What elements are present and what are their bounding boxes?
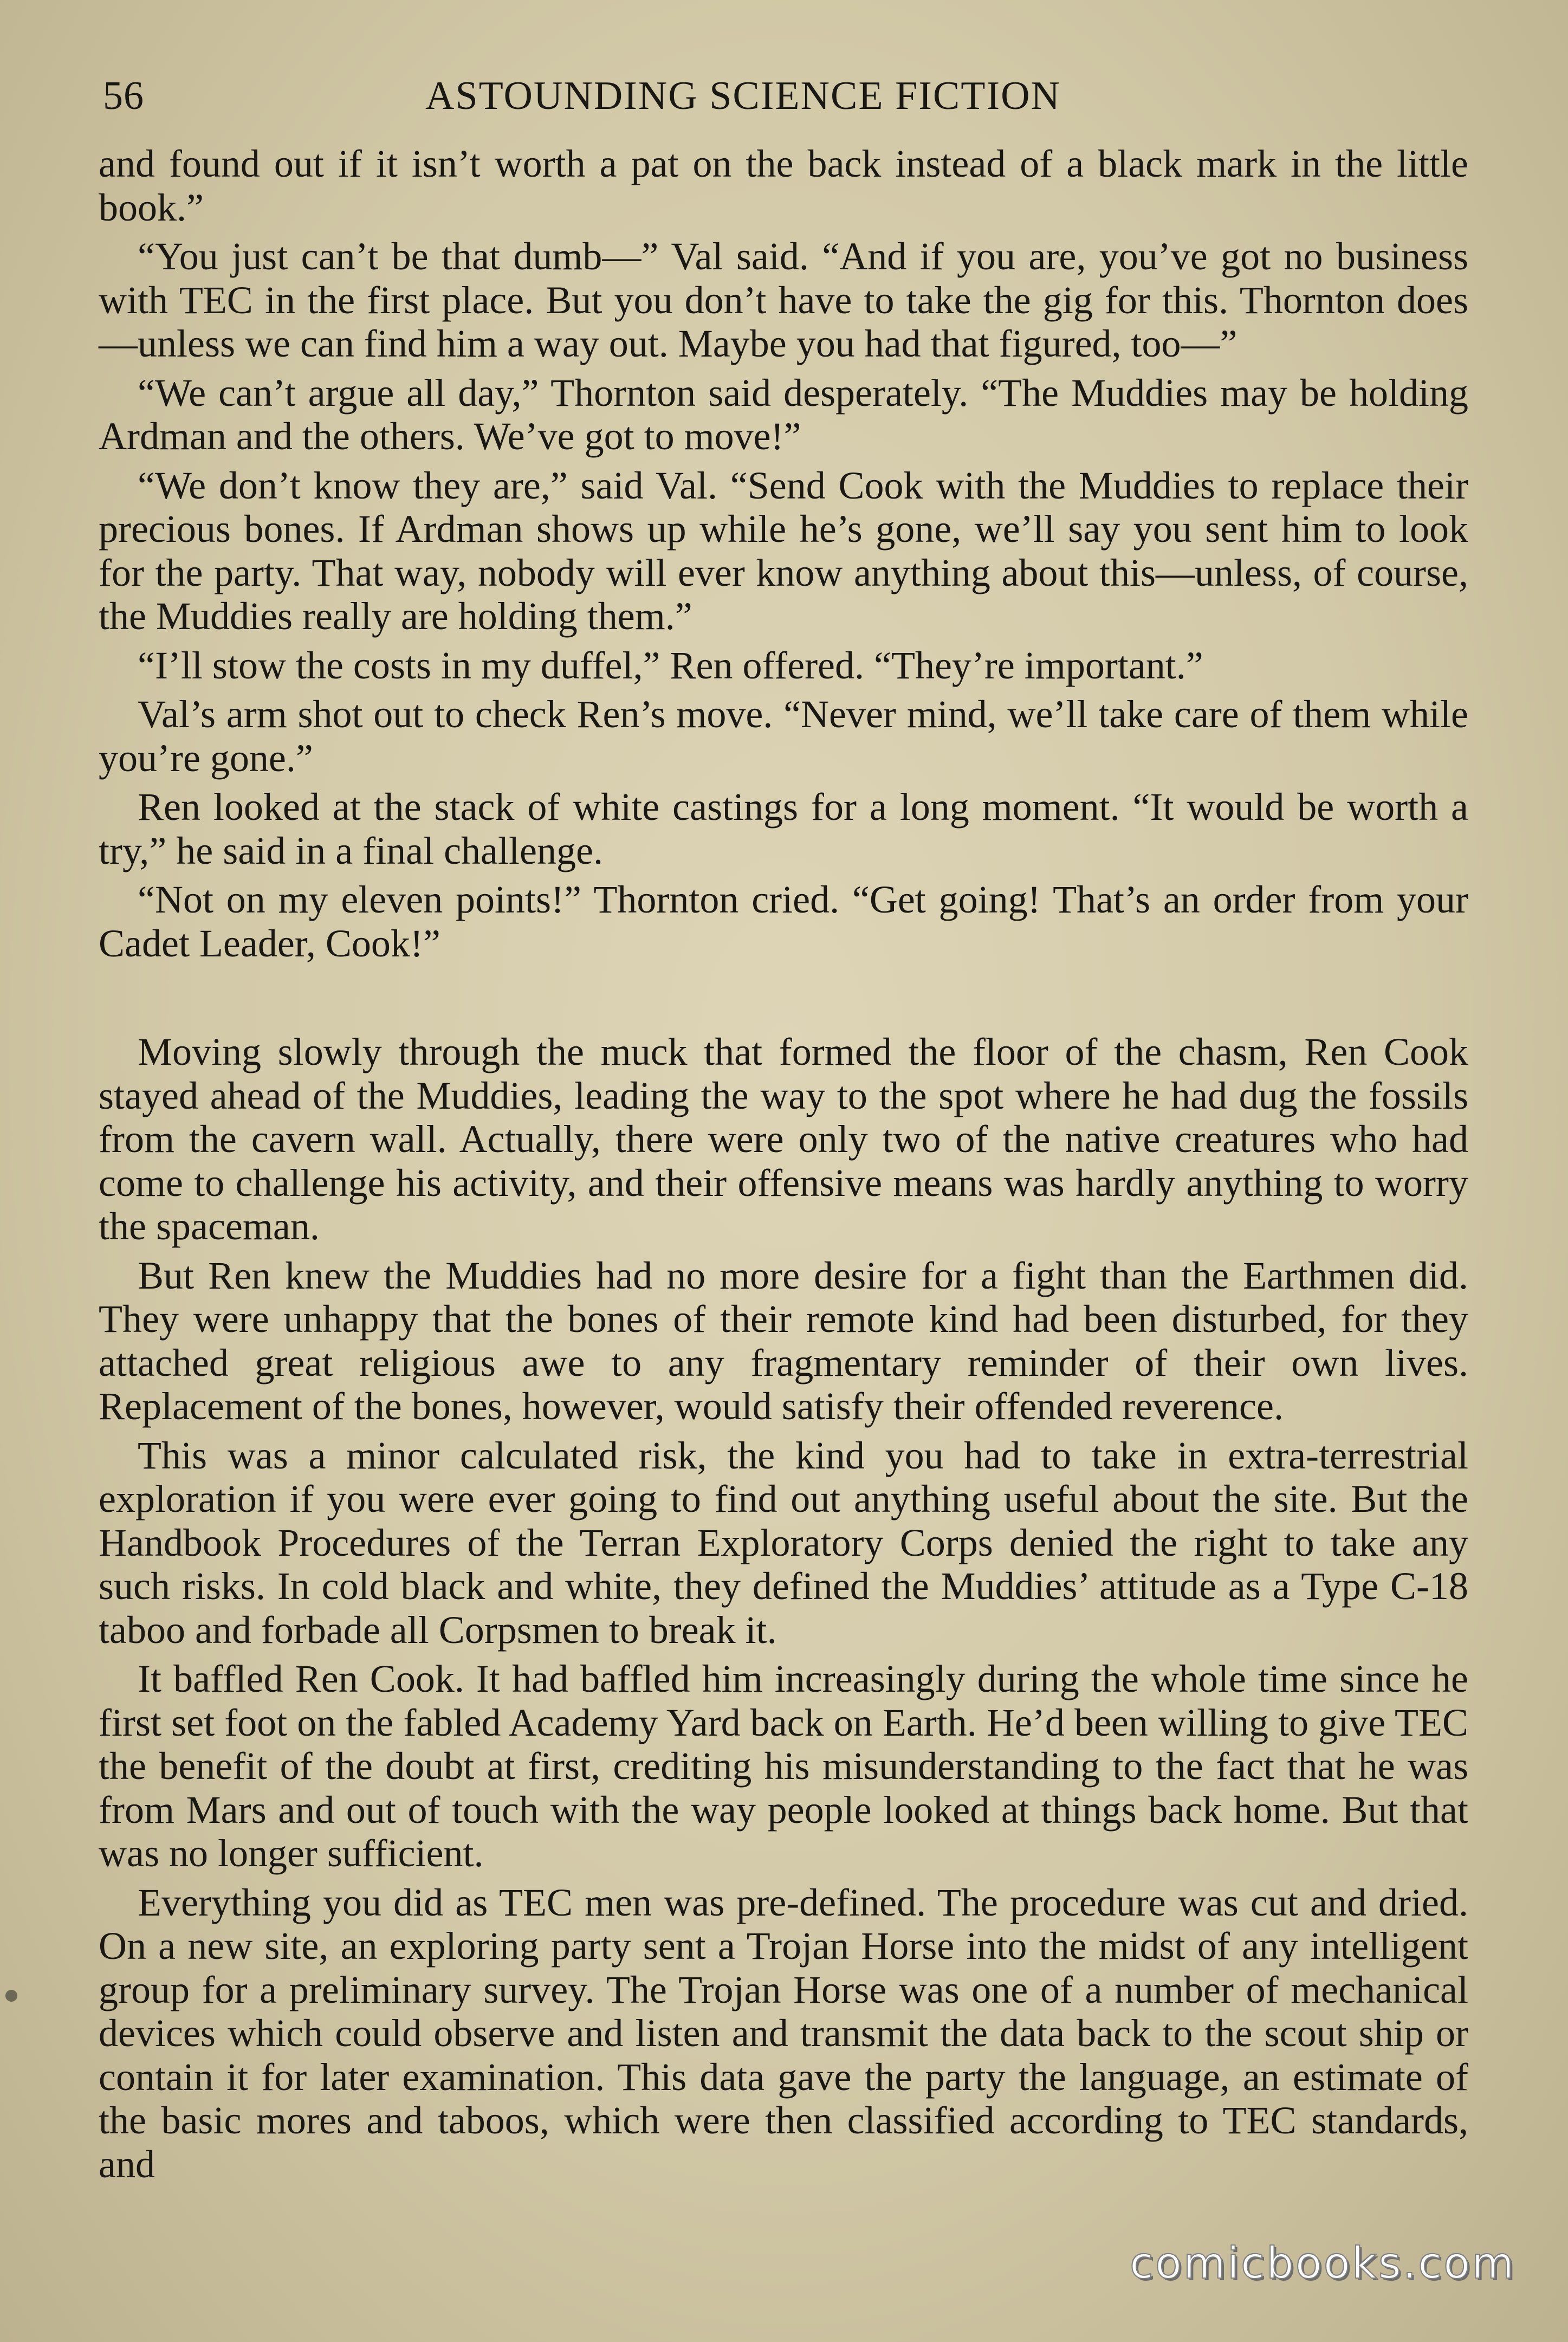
paragraph: “Not on my eleven points!” Thornton cried. “Get going! That’s an order from your Cadet Leader, Cook!”	[99, 878, 1468, 965]
paragraph: “You just can’t be that dumb—” Val said. “And if you are, you’ve got no business with TEC in the first place. But you don’t have to take the gig for this. Thornton does—unless we can find him a way out. Maybe you had that figured, too—”	[99, 235, 1468, 365]
section-break	[99, 971, 1468, 1030]
watermark-logo: comicbooks.com	[1129, 2238, 1515, 2288]
paragraph: “We don’t know they are,” said Val. “Send Cook with the Muddies to replace their precious bones. If Ardman shows up while he’s gone, we’ll say you sent him to look for the party. That way, nobody will ever know anything about this—unless, of course, the Muddies really are holding them.”	[99, 463, 1468, 638]
paragraph: It baffled Ren Cook. It had baffled him increasingly during the whole time since he first set foot on the fabled Academy Yard back on Earth. He’d been willing to give TEC the benefit of the doubt at first, crediting his misunderstanding to the fact that he was from Mars and out of touch with the way people looked at things back home. But that was no longer sufficient.	[99, 1657, 1468, 1875]
page-header	[98, 66, 1479, 126]
paragraph: Val’s arm shot out to check Ren’s move. “Never mind, we’ll take care of them while you’re gone.”	[99, 693, 1468, 780]
paragraph: This was a minor calculated risk, the kind you had to take in extra-terrestrial exploration if you were ever going to find out anything useful about the site. But the Handbook Procedures of the Terran Exploratory Corps denied the right to take any such risks. In cold black and white, they defined the Muddies’ attitude as a Type C-18 taboo and forbade all Corpsmen to break it.	[99, 1433, 1468, 1652]
paragraph: Ren looked at the stack of white castings for a long moment. “It would be worth a try,” he said in a final challenge.	[99, 785, 1468, 872]
body-text	[99, 142, 1468, 2191]
paragraph: “I’ll stow the costs in my duffel,” Ren offered. “They’re important.”	[138, 643, 1203, 687]
paragraph: But Ren knew the Muddies had no more desire for a fight than the Earthmen did. They were unhappy that the bones of their remote kind had been disturbed, for they attached great religious awe to any fragmentary reminder of their own lives. Replacement of the bones, however, would satisfy their offended reverence.	[99, 1253, 1468, 1428]
paper-blemish	[5, 1990, 17, 2002]
paragraph: “We can’t argue all day,” Thornton said desperately. “The Muddies may be holding Ardman and the others. We’ve got to move!”	[99, 371, 1468, 458]
paragraph: Everything you did as TEC men was pre-defined. The procedure was cut and dried. On a new site, an exploring party sent a Trojan Horse into the midst of any intelligent group for a preliminary survey. The Trojan Horse was one of a number of mechanical devices which could observe and listen and transmit the data back to the scout ship or contain it for later examination. This data gave the party the language, an estimate of the basic mores and taboos, which were then classified according to TEC standards, and	[99, 1880, 1468, 2186]
running-head: ASTOUNDING SCIENCE FICTION	[425, 74, 1061, 118]
paragraph: and found out if it isn’t worth a pat on the back instead of a black mark in the little book.”	[99, 142, 1468, 229]
paragraph: Moving slowly through the muck that formed the floor of the chasm, Ren Cook stayed ahead of the Muddies, leading the way to the spot where he had dug the fossils from the cavern wall. Actually, there were only two of the native creatures who had come to challenge his activity, and their offensive means was hardly anything to worry the spaceman.	[99, 1030, 1468, 1248]
page-number: 56	[103, 74, 144, 118]
